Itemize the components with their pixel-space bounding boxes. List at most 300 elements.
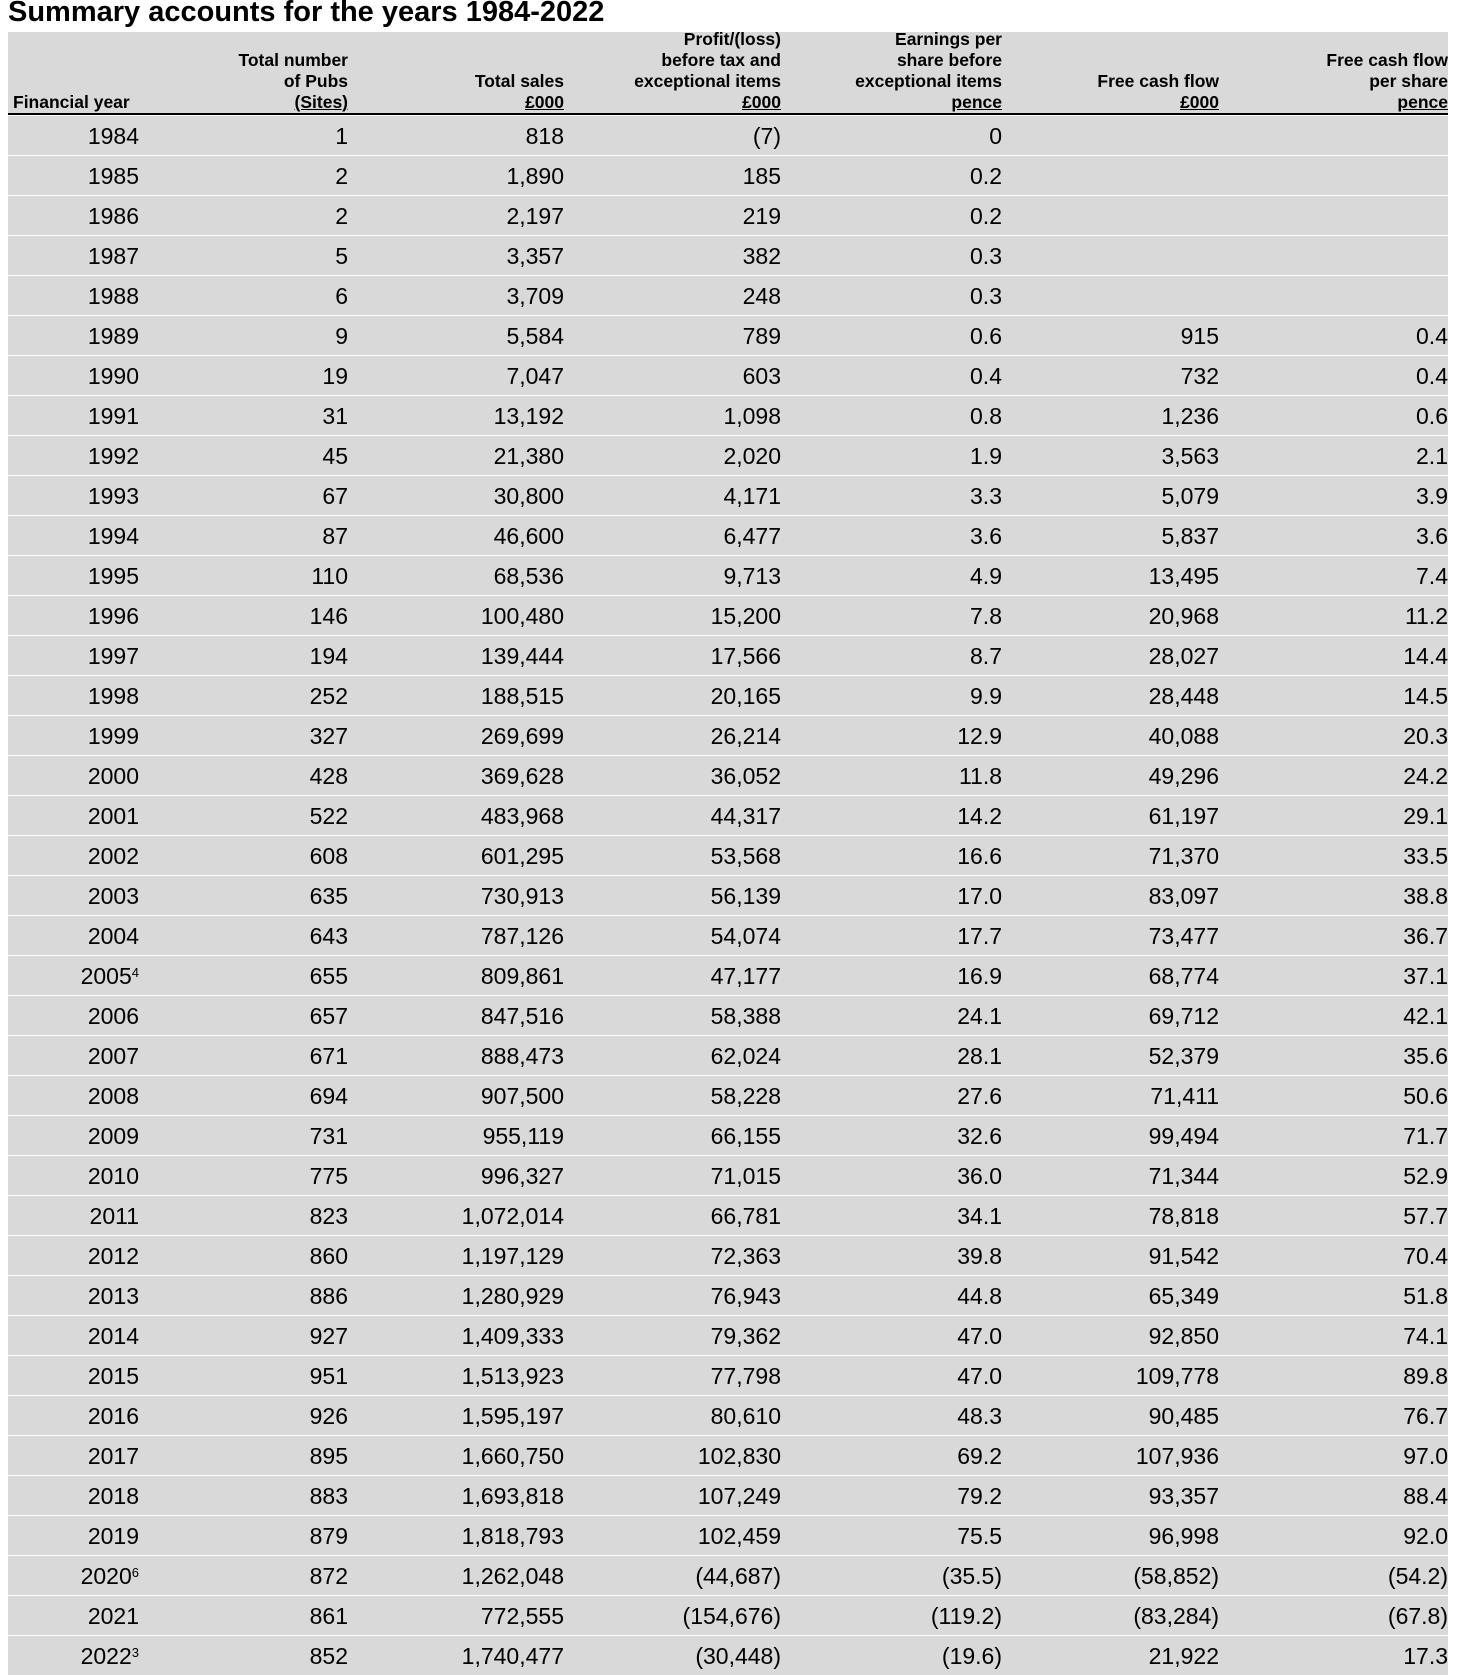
cell-total-pubs: 2 bbox=[335, 163, 348, 189]
table-row bbox=[8, 555, 1448, 595]
cell-profit: 62,024 bbox=[710, 1043, 781, 1069]
year-value: 1995 bbox=[87, 563, 139, 589]
cell-financial-year bbox=[88, 803, 139, 829]
cell-profit: 26,214 bbox=[710, 723, 781, 749]
cell-eps: 32.6 bbox=[957, 1123, 1002, 1149]
cell-total-sales: 1,262,048 bbox=[461, 1563, 564, 1589]
cell-total-pubs: 883 bbox=[309, 1483, 348, 1509]
cell-financial-year bbox=[88, 1243, 139, 1269]
cell-total-pubs: 6 bbox=[335, 283, 348, 309]
year-value: 2005 bbox=[80, 963, 132, 989]
cell-profit: 4,171 bbox=[723, 483, 781, 509]
cell-financial-year bbox=[88, 763, 139, 789]
cell-fcf-per-share: 14.4 bbox=[1403, 643, 1448, 669]
table-row bbox=[8, 875, 1448, 915]
cell-eps: (19.6) bbox=[941, 1643, 1002, 1669]
cell-eps: 16.9 bbox=[957, 963, 1002, 989]
table-row bbox=[8, 955, 1448, 995]
year-value: 2014 bbox=[87, 1323, 139, 1349]
cell-financial-year bbox=[88, 723, 139, 749]
header-line: £000 bbox=[742, 92, 781, 112]
cell-financial-year bbox=[88, 403, 139, 429]
cell-fcf-per-share: (67.8) bbox=[1387, 1603, 1448, 1629]
header-line: Total sales bbox=[474, 71, 564, 91]
cell-total-sales: 369,628 bbox=[480, 763, 564, 789]
cell-fcf-per-share: 71.7 bbox=[1403, 1123, 1448, 1149]
cell-total-sales: 21,380 bbox=[493, 443, 564, 469]
year-value: 2020 bbox=[80, 1563, 132, 1589]
cell-fcf-per-share: 14.5 bbox=[1403, 683, 1448, 709]
cell-total-pubs: 657 bbox=[309, 1003, 348, 1029]
table-row bbox=[8, 795, 1448, 835]
cell-profit: 17,566 bbox=[710, 643, 781, 669]
cell-total-sales: 68,536 bbox=[493, 563, 564, 589]
cell-financial-year bbox=[88, 923, 139, 949]
cell-financial-year bbox=[88, 163, 139, 189]
year-value: 2006 bbox=[87, 1003, 139, 1029]
year-value: 2004 bbox=[87, 923, 139, 949]
year-value: 1985 bbox=[87, 163, 139, 189]
cell-total-sales: 907,500 bbox=[480, 1083, 564, 1109]
cell-fcf-per-share: 3.6 bbox=[1416, 523, 1448, 549]
cell-total-pubs: 146 bbox=[309, 603, 348, 629]
cell-profit: 77,798 bbox=[710, 1363, 781, 1389]
table-body bbox=[8, 115, 1448, 1675]
header-total-pubs bbox=[238, 50, 348, 113]
header-line: £000 bbox=[1180, 92, 1219, 112]
cell-eps: 69.2 bbox=[957, 1443, 1002, 1469]
cell-total-pubs: 19 bbox=[322, 363, 348, 389]
cell-total-pubs: 860 bbox=[309, 1243, 348, 1269]
cell-profit: 20,165 bbox=[710, 683, 781, 709]
year-value: 2016 bbox=[87, 1403, 139, 1429]
cell-eps: 47.0 bbox=[957, 1323, 1002, 1349]
cell-total-pubs: 522 bbox=[309, 803, 348, 829]
cell-total-sales: 847,516 bbox=[480, 1003, 564, 1029]
header-line: (Sites) bbox=[294, 92, 348, 112]
cell-total-sales: 787,126 bbox=[480, 923, 564, 949]
year-value: 2011 bbox=[89, 1203, 139, 1229]
cell-financial-year bbox=[88, 843, 139, 869]
cell-financial-year bbox=[88, 1523, 139, 1549]
cell-fcf-per-share: 92.0 bbox=[1403, 1523, 1448, 1549]
cell-fcf-per-share: 35.6 bbox=[1403, 1043, 1448, 1069]
cell-total-sales: 269,699 bbox=[480, 723, 564, 749]
cell-financial-year bbox=[88, 283, 139, 309]
cell-financial-year bbox=[81, 963, 139, 989]
table-row bbox=[8, 595, 1448, 635]
cell-financial-year bbox=[88, 1323, 139, 1349]
table-row bbox=[8, 995, 1448, 1035]
cell-free-cash-flow: 65,349 bbox=[1148, 1283, 1219, 1309]
year-value: 2000 bbox=[87, 763, 139, 789]
cell-fcf-per-share: 76.7 bbox=[1403, 1403, 1448, 1429]
table-row bbox=[8, 1395, 1448, 1435]
cell-fcf-per-share: 0.6 bbox=[1416, 403, 1448, 429]
table-row bbox=[8, 1635, 1448, 1675]
cell-free-cash-flow: 71,370 bbox=[1148, 843, 1219, 869]
cell-eps: 0.2 bbox=[970, 203, 1002, 229]
cell-free-cash-flow: 52,379 bbox=[1148, 1043, 1219, 1069]
table-row bbox=[8, 315, 1448, 355]
year-value: 2015 bbox=[87, 1363, 139, 1389]
cell-eps: 0.3 bbox=[970, 283, 1002, 309]
cell-total-pubs: 886 bbox=[309, 1283, 348, 1309]
cell-fcf-per-share: 24.2 bbox=[1403, 763, 1448, 789]
cell-free-cash-flow: 93,357 bbox=[1148, 1483, 1219, 1509]
cell-fcf-per-share: (54.2) bbox=[1387, 1563, 1448, 1589]
header-line: Earnings per bbox=[895, 29, 1002, 49]
cell-fcf-per-share: 2.1 bbox=[1416, 443, 1448, 469]
cell-profit: 66,155 bbox=[710, 1123, 781, 1149]
cell-eps: 0.3 bbox=[970, 243, 1002, 269]
cell-eps: 39.8 bbox=[957, 1243, 1002, 1269]
cell-total-sales: 30,800 bbox=[493, 483, 564, 509]
year-value: 2017 bbox=[87, 1443, 139, 1469]
cell-total-pubs: 861 bbox=[309, 1603, 348, 1629]
header-line: of Pubs bbox=[283, 71, 348, 91]
header-line: before tax and bbox=[661, 50, 781, 70]
cell-financial-year bbox=[88, 1403, 139, 1429]
cell-financial-year bbox=[88, 123, 139, 149]
cell-eps: 8.7 bbox=[970, 643, 1002, 669]
cell-total-sales: 1,595,197 bbox=[461, 1403, 564, 1429]
header-line: pence bbox=[951, 92, 1002, 112]
header-line: Total number bbox=[238, 50, 348, 70]
cell-total-sales: 955,119 bbox=[482, 1123, 564, 1149]
table-row bbox=[8, 395, 1448, 435]
year-value: 1991 bbox=[87, 403, 139, 429]
year-value: 2021 bbox=[87, 1603, 139, 1629]
cell-financial-year bbox=[88, 443, 139, 469]
cell-financial-year bbox=[88, 603, 139, 629]
cell-total-pubs: 823 bbox=[309, 1203, 348, 1229]
cell-profit: 54,074 bbox=[710, 923, 781, 949]
cell-free-cash-flow: 109,778 bbox=[1135, 1363, 1219, 1389]
table-row bbox=[8, 1315, 1448, 1355]
cell-free-cash-flow: 69,712 bbox=[1148, 1003, 1219, 1029]
cell-total-pubs: 643 bbox=[309, 923, 348, 949]
cell-total-pubs: 608 bbox=[309, 843, 348, 869]
cell-profit: 102,459 bbox=[697, 1523, 781, 1549]
cell-profit: 2,020 bbox=[723, 443, 781, 469]
cell-eps: 3.3 bbox=[970, 483, 1002, 509]
cell-free-cash-flow: 20,968 bbox=[1148, 603, 1219, 629]
cell-fcf-per-share: 0.4 bbox=[1416, 323, 1448, 349]
cell-free-cash-flow: 83,097 bbox=[1148, 883, 1219, 909]
cell-profit: 248 bbox=[742, 283, 781, 309]
cell-free-cash-flow: 49,296 bbox=[1148, 763, 1219, 789]
cell-fcf-per-share: 97.0 bbox=[1403, 1443, 1448, 1469]
cell-fcf-per-share: 3.9 bbox=[1416, 483, 1448, 509]
cell-financial-year bbox=[88, 883, 139, 909]
cell-profit: 219 bbox=[742, 203, 781, 229]
cell-free-cash-flow: 40,088 bbox=[1148, 723, 1219, 749]
header-total-sales bbox=[475, 71, 564, 113]
cell-financial-year bbox=[88, 1283, 139, 1309]
table-row bbox=[8, 1115, 1448, 1155]
cell-profit: 382 bbox=[742, 243, 781, 269]
header-line: pence bbox=[1397, 92, 1448, 112]
cell-total-pubs: 775 bbox=[309, 1163, 348, 1189]
cell-financial-year bbox=[81, 1563, 139, 1589]
cell-profit: 44,317 bbox=[710, 803, 781, 829]
cell-total-sales: 996,327 bbox=[480, 1163, 564, 1189]
cell-fcf-per-share: 74.1 bbox=[1403, 1323, 1448, 1349]
cell-eps: 14.2 bbox=[957, 803, 1002, 829]
year-value: 2009 bbox=[87, 1123, 139, 1149]
cell-total-pubs: 879 bbox=[309, 1523, 348, 1549]
cell-free-cash-flow: 92,850 bbox=[1148, 1323, 1219, 1349]
year-value: 1986 bbox=[87, 203, 139, 229]
cell-free-cash-flow: 5,837 bbox=[1161, 523, 1219, 549]
cell-free-cash-flow: 61,197 bbox=[1148, 803, 1219, 829]
cell-free-cash-flow: 73,477 bbox=[1148, 923, 1219, 949]
cell-profit: 71,015 bbox=[710, 1163, 781, 1189]
table-row bbox=[8, 515, 1448, 555]
table-row bbox=[8, 1275, 1448, 1315]
cell-total-sales: 100,480 bbox=[480, 603, 564, 629]
cell-total-sales: 772,555 bbox=[480, 1603, 564, 1629]
cell-eps: 0.4 bbox=[970, 363, 1002, 389]
cell-financial-year bbox=[88, 1363, 139, 1389]
table-row bbox=[8, 1555, 1448, 1595]
table-row bbox=[8, 115, 1448, 155]
cell-fcf-per-share: 37.1 bbox=[1403, 963, 1448, 989]
cell-total-sales: 1,740,477 bbox=[461, 1643, 564, 1669]
year-value: 2001 bbox=[87, 803, 139, 829]
cell-profit: 76,943 bbox=[710, 1283, 781, 1309]
cell-eps: 0.2 bbox=[970, 163, 1002, 189]
cell-total-sales: 1,660,750 bbox=[461, 1443, 564, 1469]
cell-total-sales: 3,357 bbox=[506, 243, 564, 269]
cell-profit: 107,249 bbox=[697, 1483, 781, 1509]
cell-free-cash-flow: 71,411 bbox=[1150, 1083, 1219, 1109]
cell-total-pubs: 2 bbox=[335, 203, 348, 229]
cell-total-pubs: 1 bbox=[335, 123, 348, 149]
cell-fcf-per-share: 0.4 bbox=[1416, 363, 1448, 389]
cell-total-sales: 1,818,793 bbox=[461, 1523, 564, 1549]
table-row bbox=[8, 1435, 1448, 1475]
table-row bbox=[8, 635, 1448, 675]
table-row bbox=[8, 675, 1448, 715]
table-row bbox=[8, 1155, 1448, 1195]
cell-fcf-per-share: 17.3 bbox=[1403, 1643, 1448, 1669]
cell-financial-year bbox=[88, 523, 139, 549]
year-value: 1996 bbox=[87, 603, 139, 629]
cell-total-sales: 2,197 bbox=[506, 203, 564, 229]
cell-profit: 102,830 bbox=[697, 1443, 781, 1469]
cell-profit: 72,363 bbox=[710, 1243, 781, 1269]
cell-free-cash-flow: 13,495 bbox=[1148, 563, 1219, 589]
cell-financial-year bbox=[90, 1203, 139, 1229]
table-row bbox=[8, 235, 1448, 275]
header-line: exceptional items bbox=[634, 71, 781, 91]
cell-eps: 75.5 bbox=[957, 1523, 1002, 1549]
cell-free-cash-flow: 3,563 bbox=[1161, 443, 1219, 469]
header-earnings-per-share bbox=[855, 29, 1002, 113]
cell-fcf-per-share: 7.4 bbox=[1416, 563, 1448, 589]
header-line: per share bbox=[1369, 71, 1448, 91]
year-value: 1988 bbox=[87, 283, 139, 309]
cell-fcf-per-share: 33.5 bbox=[1403, 843, 1448, 869]
summary-table bbox=[8, 29, 1448, 1675]
cell-total-sales: 139,444 bbox=[480, 643, 564, 669]
cell-financial-year bbox=[88, 563, 139, 589]
cell-fcf-per-share: 36.7 bbox=[1403, 923, 1448, 949]
cell-total-pubs: 926 bbox=[309, 1403, 348, 1429]
cell-financial-year bbox=[88, 1603, 139, 1629]
cell-profit: 789 bbox=[742, 323, 781, 349]
cell-eps: 17.0 bbox=[957, 883, 1002, 909]
cell-total-pubs: 694 bbox=[309, 1083, 348, 1109]
year-value: 1984 bbox=[87, 123, 139, 149]
cell-eps: 0.6 bbox=[970, 323, 1002, 349]
year-value: 2019 bbox=[87, 1523, 139, 1549]
cell-profit: (7) bbox=[752, 123, 781, 149]
cell-free-cash-flow: 99,494 bbox=[1148, 1123, 1219, 1149]
cell-profit: 56,139 bbox=[710, 883, 781, 909]
cell-total-sales: 1,693,818 bbox=[461, 1483, 564, 1509]
header-line: Free cash flow bbox=[1326, 50, 1448, 70]
cell-profit: (44,687) bbox=[695, 1563, 781, 1589]
cell-total-pubs: 895 bbox=[309, 1443, 348, 1469]
header-line: Financial year bbox=[13, 92, 130, 112]
cell-financial-year bbox=[88, 483, 139, 509]
table-row bbox=[8, 835, 1448, 875]
table-row bbox=[8, 1515, 1448, 1555]
table-row bbox=[8, 355, 1448, 395]
cell-profit: 6,477 bbox=[723, 523, 781, 549]
year-value: 1992 bbox=[87, 443, 139, 469]
cell-total-pubs: 45 bbox=[322, 443, 348, 469]
header-free-cash-flow-per-share bbox=[1326, 50, 1448, 113]
year-value: 1997 bbox=[87, 643, 139, 669]
cell-total-sales: 888,473 bbox=[480, 1043, 564, 1069]
cell-eps: 79.2 bbox=[957, 1483, 1002, 1509]
cell-fcf-per-share: 38.8 bbox=[1403, 883, 1448, 909]
cell-profit: 80,610 bbox=[710, 1403, 781, 1429]
header-line: exceptional items bbox=[855, 71, 1002, 91]
table-row bbox=[8, 915, 1448, 955]
cell-eps: 24.1 bbox=[957, 1003, 1002, 1029]
cell-total-sales: 3,709 bbox=[506, 283, 564, 309]
cell-financial-year bbox=[88, 1163, 139, 1189]
cell-total-pubs: 110 bbox=[311, 563, 348, 589]
cell-free-cash-flow: 1,236 bbox=[1161, 403, 1219, 429]
table-row bbox=[8, 715, 1448, 755]
cell-eps: 1.9 bbox=[970, 443, 1002, 469]
header-financial-year bbox=[13, 92, 163, 113]
cell-profit: 58,228 bbox=[710, 1083, 781, 1109]
year-value: 1993 bbox=[87, 483, 139, 509]
cell-free-cash-flow: 915 bbox=[1180, 323, 1219, 349]
cell-profit: (154,676) bbox=[682, 1603, 781, 1629]
cell-fcf-per-share: 57.7 bbox=[1403, 1203, 1448, 1229]
cell-total-pubs: 5 bbox=[335, 243, 348, 269]
cell-profit: 53,568 bbox=[710, 843, 781, 869]
cell-financial-year bbox=[88, 203, 139, 229]
cell-profit: 47,177 bbox=[710, 963, 781, 989]
cell-free-cash-flow: 78,818 bbox=[1148, 1203, 1219, 1229]
cell-total-sales: 483,968 bbox=[480, 803, 564, 829]
cell-total-pubs: 635 bbox=[309, 883, 348, 909]
year-value: 1990 bbox=[87, 363, 139, 389]
cell-fcf-per-share: 20.3 bbox=[1403, 723, 1448, 749]
cell-total-pubs: 872 bbox=[309, 1563, 348, 1589]
cell-total-sales: 1,280,929 bbox=[461, 1283, 564, 1309]
cell-free-cash-flow: 28,448 bbox=[1148, 683, 1219, 709]
table-row bbox=[8, 1355, 1448, 1395]
cell-free-cash-flow: 91,542 bbox=[1148, 1243, 1219, 1269]
cell-profit: (30,448) bbox=[695, 1643, 781, 1669]
year-value: 1994 bbox=[87, 523, 139, 549]
cell-fcf-per-share: 70.4 bbox=[1403, 1243, 1448, 1269]
cell-financial-year bbox=[88, 1123, 139, 1149]
cell-financial-year bbox=[88, 643, 139, 669]
cell-free-cash-flow: 5,079 bbox=[1161, 483, 1219, 509]
cell-eps: 36.0 bbox=[957, 1163, 1002, 1189]
table-header bbox=[8, 29, 1448, 115]
cell-eps: 28.1 bbox=[957, 1043, 1002, 1069]
cell-total-pubs: 655 bbox=[309, 963, 348, 989]
cell-financial-year bbox=[88, 1483, 139, 1509]
cell-eps: 3.6 bbox=[970, 523, 1002, 549]
year-value: 2012 bbox=[87, 1243, 139, 1269]
page-title: Summary accounts for the years 1984-2022 bbox=[8, 0, 605, 28]
cell-financial-year bbox=[88, 1003, 139, 1029]
cell-free-cash-flow: 68,774 bbox=[1148, 963, 1219, 989]
header-free-cash-flow bbox=[1097, 71, 1219, 113]
cell-total-pubs: 951 bbox=[309, 1363, 348, 1389]
cell-profit: 1,098 bbox=[723, 403, 781, 429]
cell-financial-year bbox=[81, 1643, 139, 1669]
year-value: 2018 bbox=[87, 1483, 139, 1509]
cell-profit: 36,052 bbox=[710, 763, 781, 789]
cell-eps: 44.8 bbox=[957, 1283, 1002, 1309]
year-value: 1999 bbox=[87, 723, 139, 749]
cell-eps: 0.8 bbox=[970, 403, 1002, 429]
cell-fcf-per-share: 52.9 bbox=[1403, 1163, 1448, 1189]
table-row bbox=[8, 155, 1448, 195]
table-row bbox=[8, 1035, 1448, 1075]
header-line: share before bbox=[896, 50, 1002, 70]
cell-fcf-per-share: 42.1 bbox=[1403, 1003, 1448, 1029]
year-value: 2008 bbox=[87, 1083, 139, 1109]
year-value: 1989 bbox=[87, 323, 139, 349]
cell-fcf-per-share: 29.1 bbox=[1403, 803, 1448, 829]
cell-profit: 15,200 bbox=[710, 603, 781, 629]
header-line: £000 bbox=[525, 92, 564, 112]
table-row bbox=[8, 1595, 1448, 1635]
year-value: 2022 bbox=[80, 1643, 132, 1669]
cell-profit: 185 bbox=[742, 163, 781, 189]
table-row bbox=[8, 475, 1448, 515]
cell-total-pubs: 927 bbox=[309, 1323, 348, 1349]
cell-eps: 48.3 bbox=[957, 1403, 1002, 1429]
cell-fcf-per-share: 11.2 bbox=[1404, 603, 1448, 629]
cell-fcf-per-share: 51.8 bbox=[1403, 1283, 1448, 1309]
cell-total-sales: 730,913 bbox=[480, 883, 564, 909]
cell-eps: 17.7 bbox=[957, 923, 1002, 949]
table-row bbox=[8, 1475, 1448, 1515]
table-row bbox=[8, 1235, 1448, 1275]
year-value: 2003 bbox=[87, 883, 139, 909]
cell-free-cash-flow: 107,936 bbox=[1135, 1443, 1219, 1469]
cell-total-sales: 818 bbox=[525, 123, 564, 149]
cell-profit: 66,781 bbox=[710, 1203, 781, 1229]
header-line: Free cash flow bbox=[1097, 71, 1219, 91]
